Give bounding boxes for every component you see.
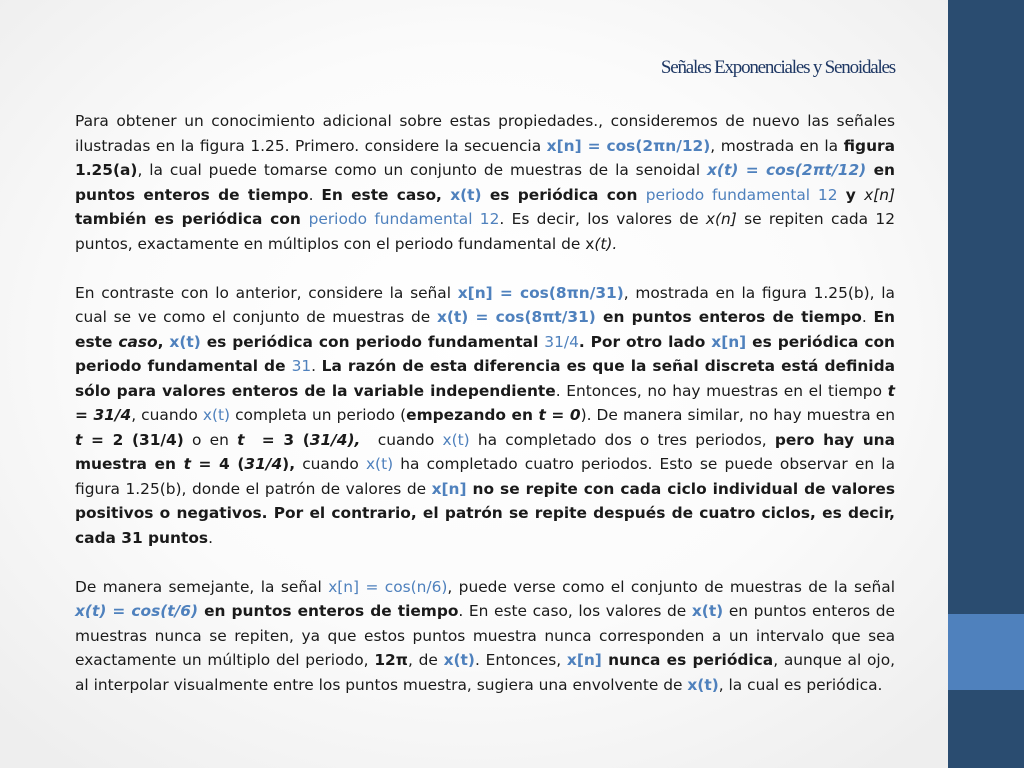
text-run: o en <box>183 430 238 449</box>
text-run: t <box>75 430 83 449</box>
text-run: en puntos enteros de tiempo <box>75 161 901 204</box>
paragraph-periodic-31 <box>75 281 901 551</box>
text-run: cuando <box>377 430 443 449</box>
text-run: , mostrada en la figura 1.25(b), la cual se ve como el conjunto de muestras de <box>75 283 900 326</box>
text-run: x(t) <box>443 651 475 669</box>
text-run: 31/4 <box>309 430 348 449</box>
text-run: . Es decir, los valores de <box>499 210 706 228</box>
text-run: . Entonces, no hay muestras en el tiempo <box>555 381 888 400</box>
text-run: = 3 ( <box>244 430 310 449</box>
text-run: en puntos enteros de tiempo <box>198 602 459 620</box>
text-run: , cuando <box>131 406 203 424</box>
text-run: , la cual es periódica. <box>718 675 883 694</box>
paragraph-aperiodic <box>75 575 900 698</box>
text-run: x(n] <box>705 210 737 228</box>
text-run: ). De manera similar, no hay muestra en <box>580 406 900 424</box>
text-run: ha completado cuatro periodos. Esto se puede observar en la figura 1.25(b), donde el patrón de valores de <box>75 455 900 498</box>
text-run: , de <box>407 651 444 669</box>
slide-title: Señales Exponenciales y Senoidales <box>660 57 895 78</box>
text-run: pero hay una muestra en <box>75 430 901 473</box>
text-run: empezando en <box>406 406 539 424</box>
text-run: x(t) = cos(t/6) <box>75 602 198 620</box>
sidebar-accent-band <box>948 614 1024 690</box>
text-run: t <box>237 430 245 449</box>
text-run: en puntos enteros de muestras nunca se repiten, ya que estos puntos muestra nunca corresponden a un intervalo que sea exactamente un múltiplo del periodo, <box>75 602 900 669</box>
text-run: En este caso, <box>321 185 451 204</box>
text-run: = 2 (31/4) <box>82 430 184 449</box>
text-run: . <box>311 357 322 375</box>
text-run: es periódica con periodo fundamental de <box>75 332 901 375</box>
text-run: x(t) = cos(2πt/12) <box>707 161 867 179</box>
text-run: ), <box>282 455 296 473</box>
text-run: x(t) <box>450 185 482 204</box>
text-run: . Entonces, <box>474 651 567 669</box>
text-run: periodo fundamental 12 <box>645 185 838 204</box>
text-run: , puede verse como el conjunto de muestras de la señal <box>447 577 900 596</box>
text-run: también es periódica con <box>75 185 901 228</box>
text-run: En contraste con lo anterior, considere la señal <box>75 283 458 302</box>
text-run: , <box>157 332 170 351</box>
text-run: figura 1.25(a) <box>75 136 901 179</box>
sidebar-decoration <box>948 0 1024 768</box>
text-run: . Por otro lado <box>578 332 712 351</box>
text-run: , aunque al ojo, al interpolar visualmente entre los puntos muestra, sugiera una envolvente de <box>75 651 900 694</box>
text-run: x[n] <box>864 185 895 204</box>
text-run: (t). <box>594 234 618 253</box>
text-run: t = 0 <box>538 406 581 424</box>
text-run: 31/4 <box>544 332 579 351</box>
text-run: y <box>837 185 865 204</box>
text-run: 31 <box>291 357 312 375</box>
text-run: ), <box>347 430 378 449</box>
text-run: es periódica con <box>481 185 646 204</box>
text-run: x(t) <box>169 332 201 351</box>
text-run: periodo fundamental 12 <box>308 210 500 228</box>
text-run: 31/4 <box>244 455 283 473</box>
text-run: se repiten cada 12 puntos, exactamente en múltiplos con el periodo fundamental de x <box>75 210 900 253</box>
text-run: ha completado dos o tres periodos, <box>469 430 775 449</box>
text-run: x[n] = cos(8πn/31) <box>457 283 624 302</box>
text-run: completa un periodo ( <box>230 406 407 424</box>
paragraph-periodic-12 <box>75 109 901 256</box>
text-run: x(t) <box>202 406 231 424</box>
text-run: t = 31/4 <box>75 381 901 424</box>
text-run: en puntos enteros de tiempo <box>595 308 862 326</box>
text-run: es periódica con periodo fundamental <box>200 332 545 351</box>
text-run: , la cual puede tomarse como un conjunto de muestras de la senoidal <box>137 161 707 179</box>
text-run: . <box>208 528 213 547</box>
slide-body <box>75 109 901 722</box>
text-run: , mostrada en la <box>710 136 844 155</box>
text-run: x(t) <box>691 602 724 620</box>
text-run: . <box>861 308 874 326</box>
text-run: x(t) <box>687 675 719 694</box>
text-run: x[n] <box>566 651 602 669</box>
text-run: no se repite con cada ciclo individual de valores positivos o negativos. Por el contrario, el patrón se repite después de cuatro ciclos, es decir, cada 31 puntos <box>75 479 901 547</box>
text-run: Para obtener un conocimiento adicional sobre estas propiedades., consideremos de nuevo las señales ilustradas en la figura 1.25. Primero. considere la secuencia <box>75 112 900 155</box>
text-run: La razón de esta diferencia es que la señal discreta está definida sólo para valores enteros de la variable independiente <box>75 357 901 400</box>
text-run: . <box>308 185 322 204</box>
text-run: 12π <box>374 651 408 669</box>
text-run: x(t) <box>365 455 394 473</box>
text-run: caso <box>118 332 158 351</box>
text-run: De manera semejante, la señal <box>75 577 329 596</box>
text-run: = 4 ( <box>190 455 245 473</box>
text-run: t <box>183 455 191 473</box>
text-run: x(t) <box>442 430 470 449</box>
text-run: . En este caso, los valores de <box>458 602 692 620</box>
text-run: x[n] <box>431 479 467 498</box>
text-run: x[n] <box>711 332 747 351</box>
text-run: cuando <box>295 455 366 473</box>
text-run: nunca es periódica <box>601 651 774 669</box>
text-run: En este <box>75 308 901 351</box>
text-run: x[n] = cos(2πn/12) <box>546 136 711 155</box>
text-run: x[n] = cos(n/6) <box>328 577 448 596</box>
text-run: x(t) = cos(8πt/31) <box>436 308 596 326</box>
